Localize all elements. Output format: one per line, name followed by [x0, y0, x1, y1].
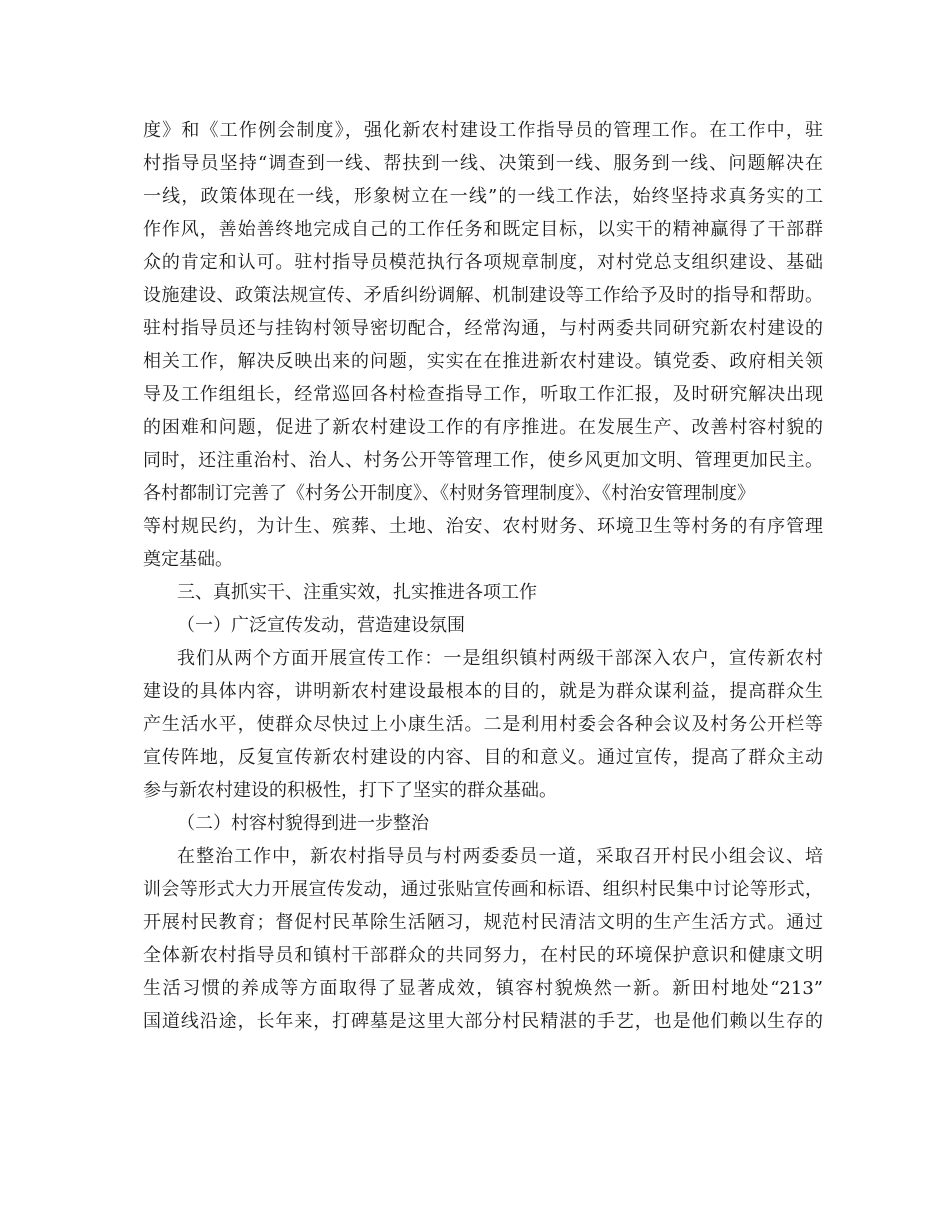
text-line: 驻村指导员还与挂钩村领导密切配合，经常沟通，与村两委共同研究新农村建设的 — [143, 318, 823, 339]
text-line: 等村规民约，为计生、殡葬、土地、治安、农村财务、环境卫生等村务的有序管理 — [143, 516, 823, 537]
paragraph-publicity — [143, 642, 823, 807]
text-line: 建设的具体内容，讲明新农村建设最根本的目的，就是为群众谋利益，提高群众生 — [143, 681, 823, 702]
text-line: 同时，还注重治村、治人、村务公开等管理工作，使乡风更加文明、管理更加民主。 — [143, 450, 823, 471]
text-line: 相关工作，解决反映出来的问题，实实在在推进新农村建设。镇党委、政府相关领 — [143, 351, 823, 372]
text-line: 作作风，善始善终地完成自己的工作任务和既定目标，以实干的精神赢得了干部群 — [143, 219, 823, 240]
text-line: 村指导员坚持“调查到一线、帮扶到一线、决策到一线、服务到一线、问题解决在 — [143, 153, 823, 174]
text-line: 国道线沿途，长年来，打碑墓是这里大部分村民精湛的手艺，也是他们赖以生存的 — [143, 1011, 823, 1032]
text-line: 的困难和问题，促进了新农村建设工作的有序推进。在发展生产、改善村容村貌的 — [143, 417, 823, 438]
text-line: 设施建设、政策法规宣传、矛盾纠纷调解、机制建设等工作给予及时的指导和帮助。 — [143, 285, 823, 306]
text-line: 众的肯定和认可。驻村指导员模范执行各项规章制度，对村党总支组织建设、基础 — [143, 252, 823, 273]
text-line: 奠定基础。 — [143, 549, 233, 570]
text-line: 度》和《工作例会制度》，强化新农村建设工作指导员的管理工作。在工作中，驻 — [143, 120, 823, 141]
text-line: 我们从两个方面开展宣传工作：一是组织镇村两级干部深入农户，宣传新农村 — [177, 648, 823, 669]
text-line: 生活习惯的养成等方面取得了显著成效，镇容村貌焕然一新。新田村地处“213” — [143, 978, 823, 999]
text-line: 宣传阵地，反复宣传新农村建设的内容、目的和意义。通过宣传，提高了群众主动 — [143, 747, 823, 768]
subsection-heading: （一）广泛宣传发动，营造建设氛围 — [177, 615, 465, 636]
paragraph-regulations — [143, 114, 823, 576]
text-line: 参与新农村建设的积极性，打下了坚实的群众基础。 — [143, 780, 557, 801]
text-line: 产生活水平，使群众尽快过上小康生活。二是利用村委会各种会议及村务公开栏等 — [143, 714, 823, 735]
subsection-heading: （二）村容村貌得到进一步整治 — [177, 813, 429, 834]
text-line: 各村都制订完善了《村务公开制度》、《村财务管理制度》、《村治安管理制度》 — [143, 483, 755, 504]
text-line: 在整治工作中，新农村指导员与村两委委员一道，采取召开村民小组会议、培 — [177, 846, 823, 867]
section-heading: 三、真抓实干、注重实效，扎实推进各项工作 — [177, 582, 537, 603]
document-body — [143, 114, 823, 1038]
text-line: 训会等形式大力开展宣传发动，通过张贴宣传画和标语、组织村民集中讨论等形式， — [143, 879, 823, 900]
text-line: 一线，政策体现在一线，形象树立在一线”的一线工作法，始终坚持求真务实的工 — [143, 186, 823, 207]
paragraph-village-improvement — [143, 840, 823, 1038]
text-line: 全体新农村指导员和镇村干部群众的共同努力，在村民的环境保护意识和健康文明 — [143, 945, 823, 966]
text-line: 导及工作组组长，经常巡回各村检查指导工作，听取工作汇报，及时研究解决出现 — [143, 384, 823, 405]
text-line: 开展村民教育；督促村民革除生活陋习，规范村民清洁文明的生产生活方式。通过 — [143, 912, 823, 933]
